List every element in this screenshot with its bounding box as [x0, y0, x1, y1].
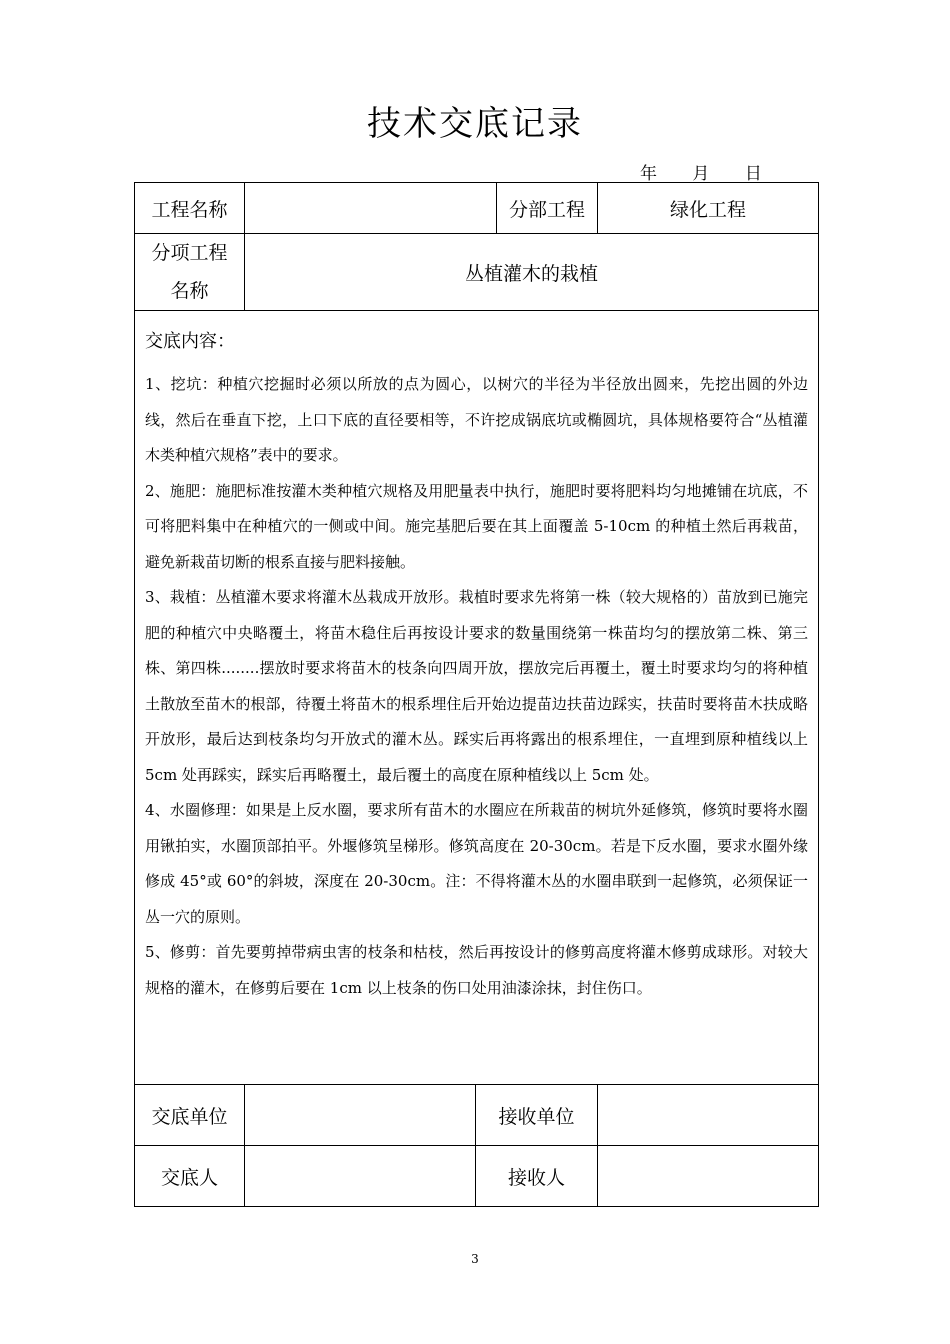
receiver-unit-value[interactable]	[598, 1085, 819, 1146]
content-heading: 交底内容：	[145, 331, 235, 352]
date-month: 月	[692, 164, 710, 184]
issuer-unit-label: 交底单位	[135, 1085, 245, 1146]
sub-project-value: 绿化工程	[598, 183, 819, 234]
issuer-value[interactable]	[245, 1146, 476, 1207]
project-name-label: 工程名称	[135, 183, 245, 234]
page-number: 3	[471, 1252, 479, 1266]
project-name-value[interactable]	[245, 183, 497, 234]
content-paragraph: 4、水圈修理：如果是上反水圈，要求所有苗木的水圈应在所栽苗的树坑外延修筑，修筑时要将水圈用锹拍实，水圈顶部拍平。外堰修筑呈梯形。修筑高度在 20-30cm。若是下反水圈，要求水圈外缘修成 45°或 60°的斜坡，深度在 20-30cm。注：不得将灌木丛的水圈串联到一起修筑，必须保证一丛一穴的原则。	[145, 801, 809, 926]
receiver-value[interactable]	[598, 1146, 819, 1207]
receiver-unit-label: 接收单位	[476, 1085, 598, 1146]
content-paragraph: 5、修剪：首先要剪掉带病虫害的枝条和枯枝，然后再按设计的修剪高度将灌木修剪成球形。对较大规格的灌木，在修剪后要在 1cm 以上枝条的伤口处用油漆涂抹，封住伤口。	[145, 943, 809, 997]
content-paragraph: 1、挖坑：种植穴挖掘时必须以所放的点为圆心，以树穴的半径为半径放出圆来，先挖出圆的外边线，然后在垂直下挖，上口下底的直径要相等，不许挖成锅底坑或椭圆坑，具体规格要符合“丛植灌木类种植穴规格”表中的要求。	[145, 375, 809, 464]
date-day: 日	[744, 164, 762, 184]
item-name-label	[135, 234, 245, 311]
item-name-label-line1: 分项工程	[151, 242, 228, 264]
issuer-label: 交底人	[135, 1146, 245, 1207]
content-paragraph: 3、栽植：丛植灌木要求将灌木丛栽成开放形。栽植时要求先将第一株（较大规格的）苗放到已施完肥的种植穴中央略覆土，将苗木稳住后再按设计要求的数量围绕第一株苗均匀的摆放第二株、第三株、第四株........摆放时要求将苗木的枝条向四周开放，摆放完后再覆土，覆土时要求均匀的将种植土散放至苗木的根部，待覆土将苗木的根系埋住后开始边提苗边扶苗边踩实，扶苗时要将苗木扶成略开放形，最后达到枝条均匀开放式的灌木丛。踩实后再将露出的根系埋住，一直埋到原种植线以上 5cm 处再踩实，踩实后再略覆土，最后覆土的高度在原种植线以上 5cm 处。	[145, 588, 809, 784]
page-title: 技术交底记录	[367, 104, 583, 144]
date-year: 年	[640, 164, 657, 184]
content-paragraph: 2、施肥：施肥标准按灌木类种植穴规格及用肥量表中执行，施肥时要将肥料均匀地摊铺在坑底，不可将肥料集中在种植穴的一侧或中间。施完基肥后要在其上面覆盖 5-10cm 的种植土然后再栽苗，避免新栽苗切断的根系直接与肥料接触。	[145, 481, 809, 571]
content-cell	[135, 311, 819, 1085]
item-name-label-line2: 名称	[170, 280, 209, 302]
date-line	[640, 159, 762, 184]
record-table	[134, 182, 819, 1207]
receiver-label: 接收人	[476, 1146, 598, 1207]
sub-project-label: 分部工程	[497, 183, 598, 234]
issuer-unit-value[interactable]	[245, 1085, 476, 1146]
item-name-value: 丛植灌木的栽植	[245, 234, 819, 311]
